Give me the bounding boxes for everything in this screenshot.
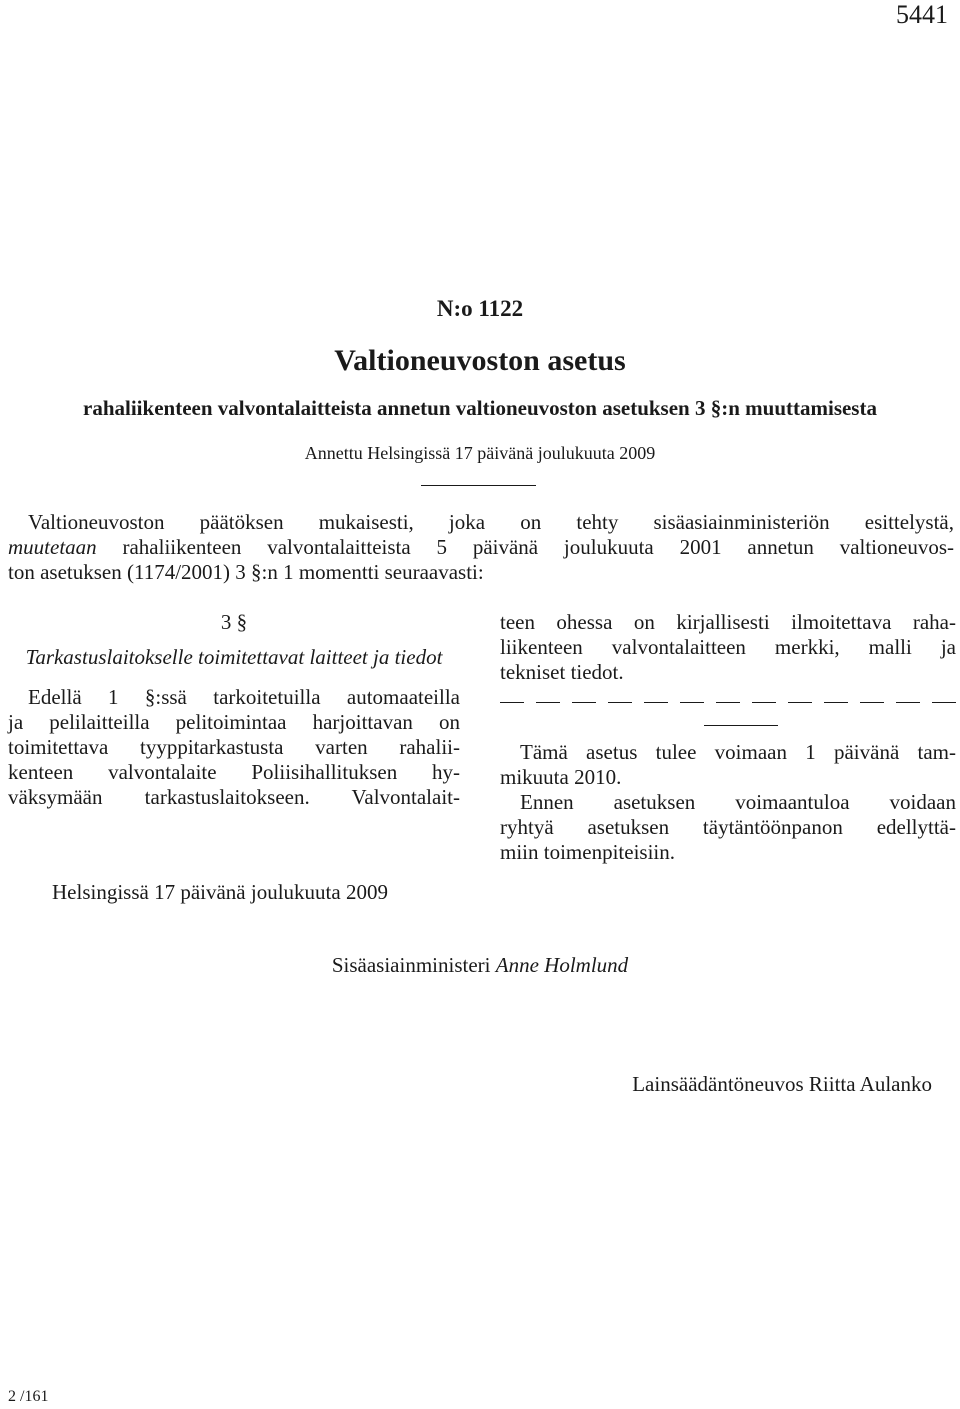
place-and-date: Helsingissä 17 päivänä joulukuuta 2009	[52, 880, 388, 904]
left-column	[8, 610, 460, 810]
entry-into-force	[500, 740, 956, 865]
section-text-line: väksymään tarkastuslaitokseen. Valvontalait-	[8, 785, 460, 809]
transition-line: miin toimenpiteisiin.	[500, 840, 675, 864]
decree-subtitle: rahaliikenteen valvontalaitteista annetun valtioneuvoston asetuksen 3 §:n muuttamisesta	[83, 396, 877, 420]
preamble-line	[8, 535, 954, 560]
section-text-line: tekniset tiedot.	[500, 660, 624, 684]
preamble-line	[8, 510, 954, 535]
preamble	[8, 510, 954, 585]
entry-line: mikuuta 2010.	[500, 765, 622, 789]
title-divider	[421, 485, 536, 486]
section-divider	[704, 725, 778, 726]
section-text-line: kenteen valvontalaite Poliisihallituksen hy-	[8, 760, 460, 784]
section-text-line: liikenteen valvontalaitteen merkki, malli ja	[500, 635, 956, 659]
transition-line: Ennen asetuksen voimaantuloa voidaan	[520, 790, 956, 814]
section-number: 3 §	[220, 610, 248, 634]
minister-name: Anne Holmlund	[495, 953, 629, 977]
section-text-line: teen ohessa on kirjallisesti ilmoitettava raha-	[500, 610, 956, 634]
preamble-text: rahaliikenteen valvontalaitteista 5 päivänä joulukuuta 2001 annetun valtioneuvos-	[96, 535, 954, 559]
decree-number: N:o 1122	[436, 296, 524, 321]
counsel-signature: Lainsäädäntöneuvos Riitta Aulanko	[632, 1072, 932, 1096]
section-text-line: ja pelilaitteilla pelitoimintaa harjoittavan on	[8, 710, 460, 734]
transition-line: ryhtyä asetuksen täytäntöönpanon edellyttä-	[500, 815, 956, 839]
preamble-line: ton asetuksen (1174/2001) 3 §:n 1 momentti seuraavasti:	[8, 560, 484, 584]
minister-signature	[0, 953, 960, 978]
given-date: Annettu Helsingissä 17 päivänä joulukuuta 2009	[304, 443, 656, 463]
section-text-line: Edellä 1 §:ssä tarkoitetuilla automaateilla	[28, 685, 460, 709]
minister-role: Sisäasiainministeri	[331, 953, 496, 977]
section-heading: Tarkastuslaitokselle toimitettavat laitteet ja tiedot	[25, 645, 443, 669]
entry-line: Tämä asetus tulee voimaan 1 päivänä tam-	[520, 740, 956, 764]
preamble-text: Valtioneuvoston päätöksen mukaisesti, joka on tehty sisäasiainministeriön esittelystä,	[28, 510, 954, 534]
page-number: 5441	[896, 0, 948, 29]
preamble-verb: muutetaan	[8, 535, 97, 559]
section-text-line: toimitettava tyyppitarkastusta varten rahalii-	[8, 735, 460, 759]
right-column	[500, 610, 956, 865]
footer-code: 2 /161	[8, 1388, 49, 1405]
decree-title: Valtioneuvoston asetus	[334, 344, 626, 377]
omission-dashes	[500, 690, 956, 715]
